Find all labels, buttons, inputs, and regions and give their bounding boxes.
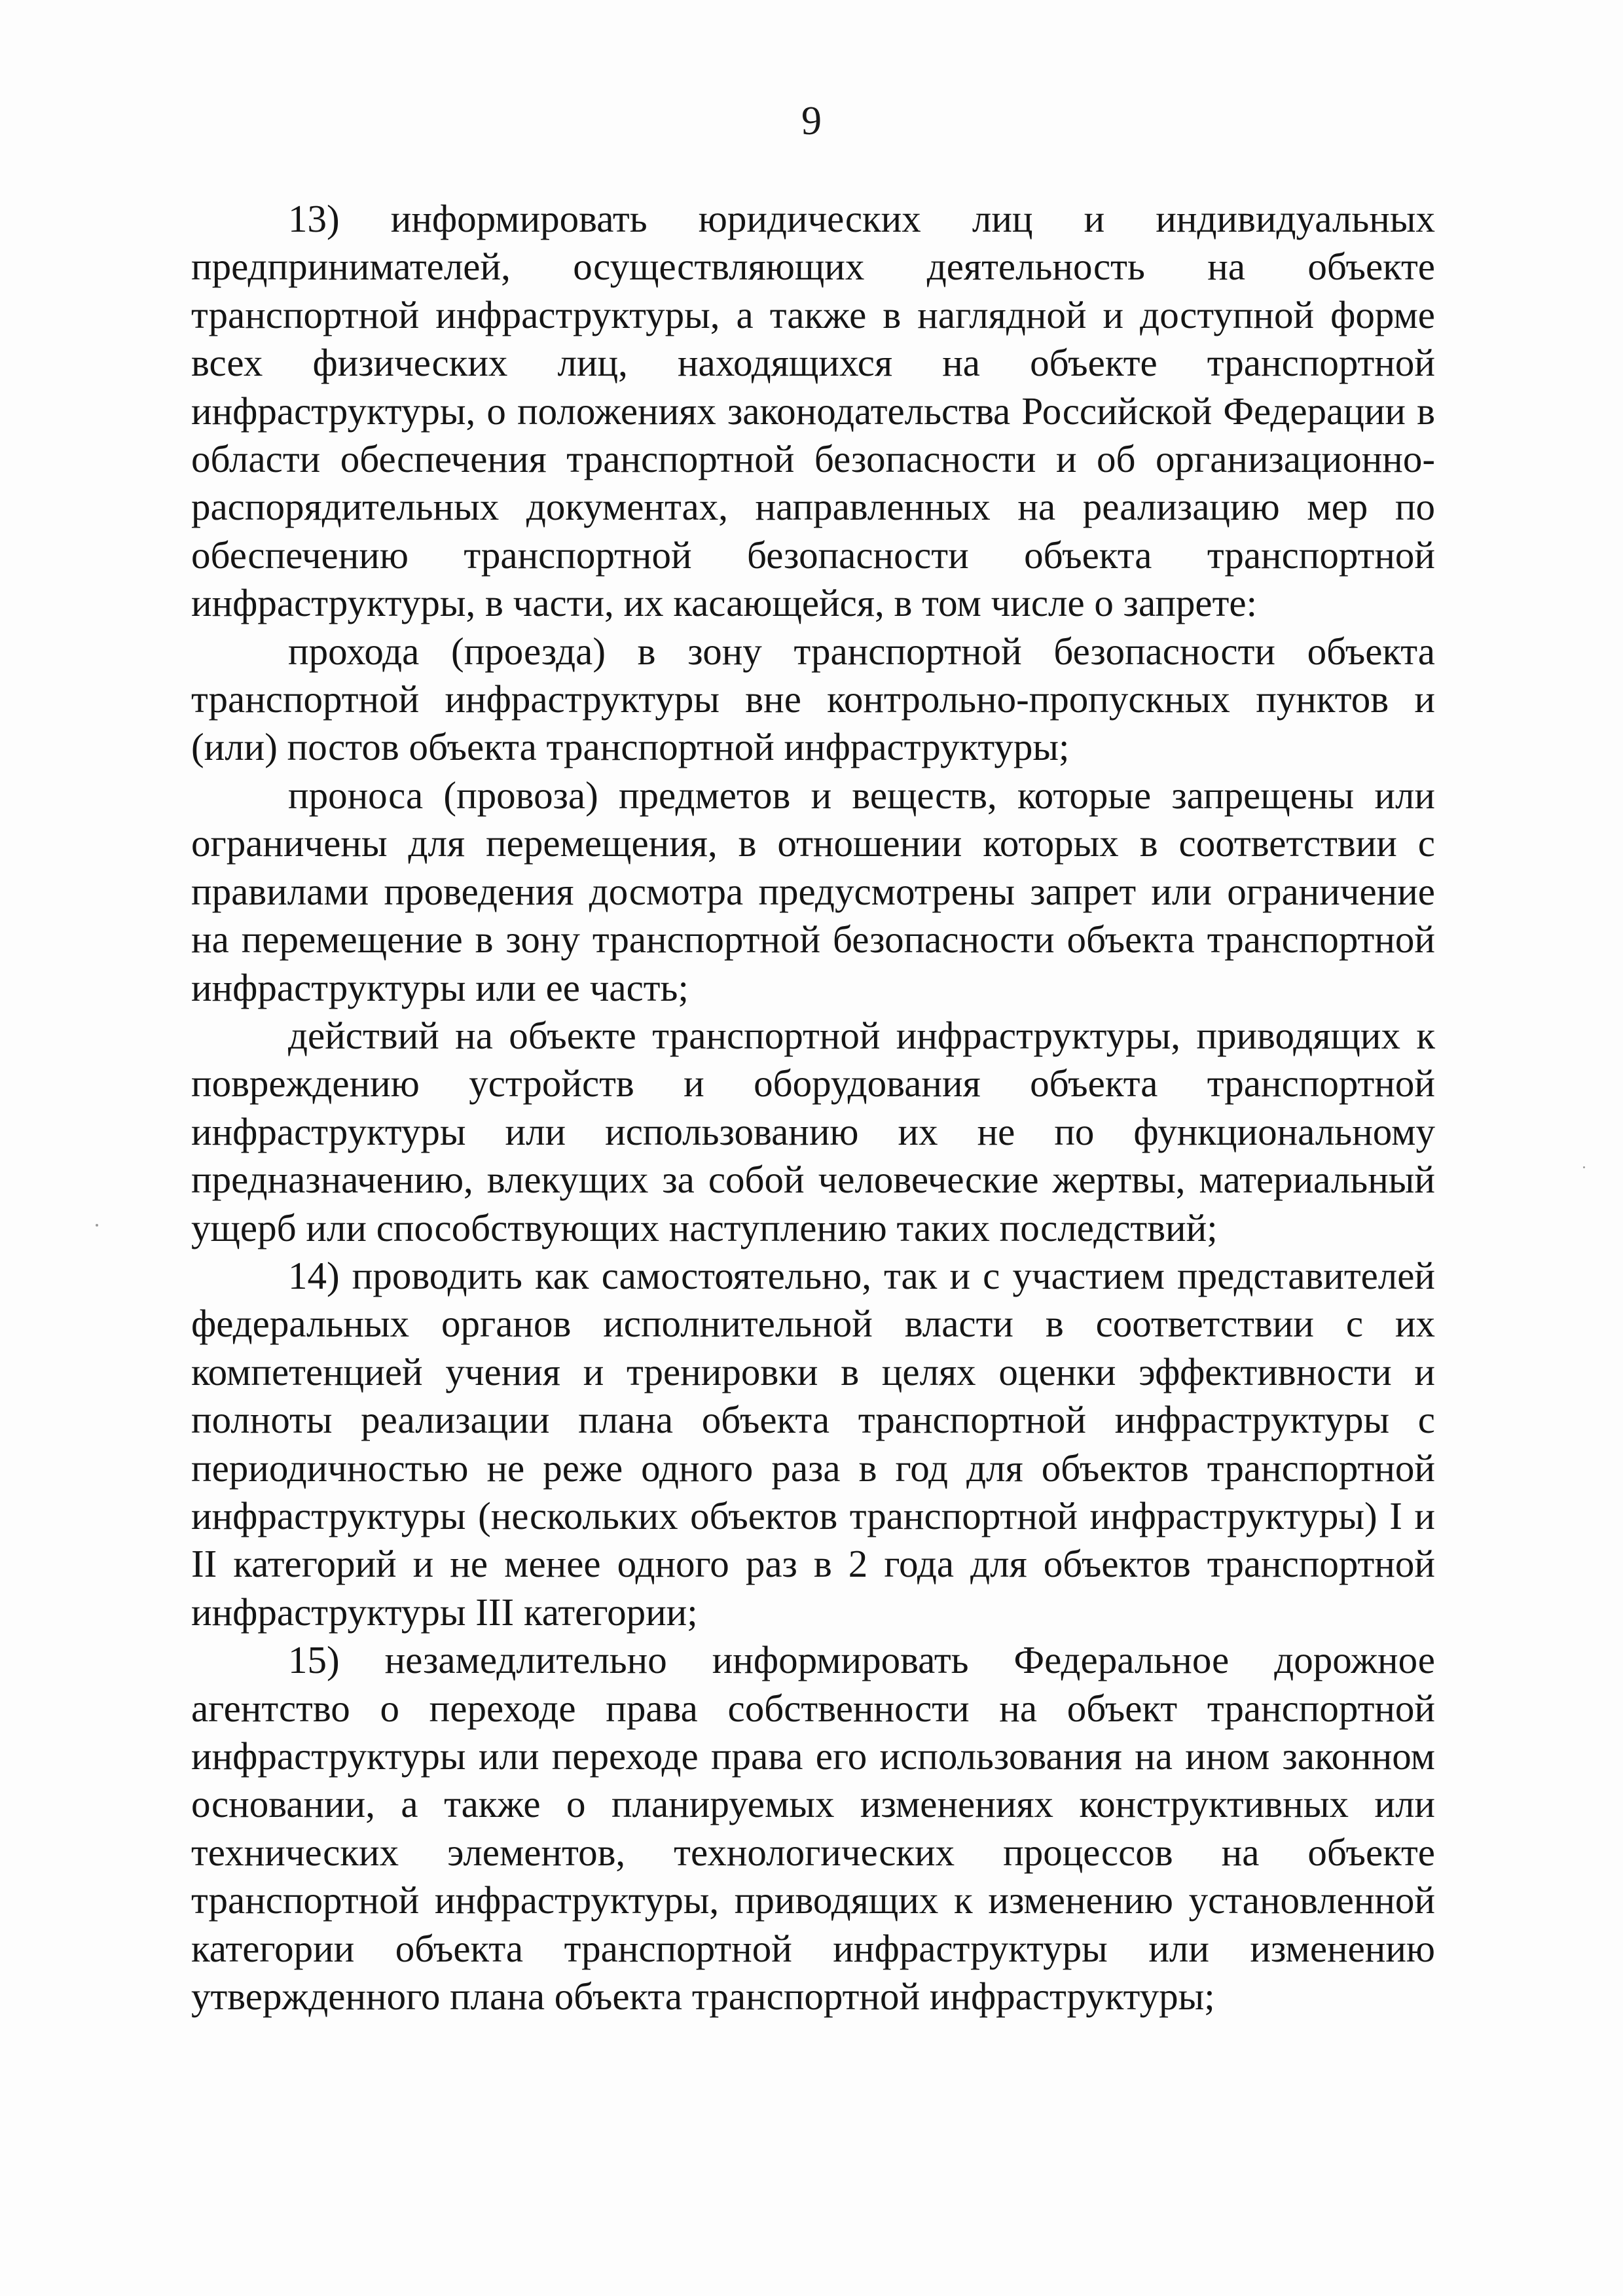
paragraph-prohibition-carrying: проноса (провоза) предметов и веществ, которые запрещены или ограничены для перемещения, в отношении которых в соответствии с правилами проведения досмотра предусмотрены запрет или ограничение на перемещение в зону транспортной безопасности объекта транспортной инфраструктуры или ее часть; [191,773,1435,1009]
page-number: 9 [801,99,822,143]
scan-speck [1583,1166,1585,1168]
paragraph-item-13: 13) информировать юридических лиц и индивидуальных предпринимателей, осуществляющих деятельность на объекте транспортной инфраструктуры, а также в наглядной и доступной форме всех физических лиц, находящихся на объекте транспортной инфраструктуры, о положениях законодательства Российской Федерации в области обеспечения транспортной безопасности и об организационно-распорядительных документах, направленных на реализацию мер по обеспечению транспортной безопасности объекта транспортной инфраструктуры, в части, их касающейся, в том числе о запрете: [191,197,1435,625]
paragraph-prohibition-passage: прохода (проезда) в зону транспортной безопасности объекта транспортной инфраструктуры вне контрольно-пропускных пунктов и (или) постов объекта транспортной инфраструктуры; [191,629,1435,769]
paragraph-item-14: 14) проводить как самостоятельно, так и с участием представителей федеральных органов исполнительной власти в соответствии с их компетенцией учения и тренировки в целях оценки эффективности и полноты реализации плана объекта транспортной инфраструктуры с периодичностью не реже одного раза в год для объектов транспортной инфраструктуры (нескольких объектов транспортной инфраструктуры) I и II категорий и не менее одного раз в 2 года для объектов транспортной инфраструктуры III категории; [191,1253,1435,1634]
paragraph-item-15: 15) незамедлительно информировать Федеральное дорожное агентство о переходе права собственности на объект транспортной инфраструктуры или переходе права его использования на ином законном основании, а также о планируемых изменениях конструктивных или технических элементов, технологических процессов на объекте транспортной инфраструктуры, приводящих к изменению установленной категории объекта транспортной инфраструктуры или изменению утвержденного плана объекта транспортной инфраструктуры; [191,1638,1435,2018]
scan-speck [96,1224,98,1227]
paragraph-prohibition-actions: действий на объекте транспортной инфраструктуры, приводящих к повреждению устройств и оборудования объекта транспортной инфраструктуры или использованию их не по функциональному предназначению, влекущих за собой человеческие жертвы, материальный ущерб или способствующих наступлению таких последствий; [191,1013,1435,1249]
document-body [191,195,1435,2020]
